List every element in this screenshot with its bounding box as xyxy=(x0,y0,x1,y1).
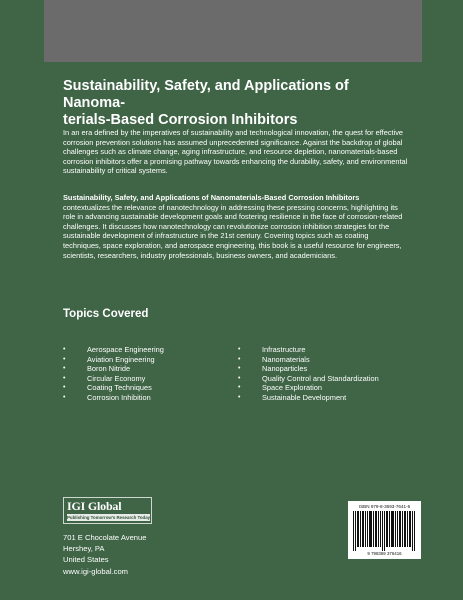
topic-item xyxy=(238,345,408,355)
address-line: United States xyxy=(63,555,109,565)
topics-list-right xyxy=(238,345,408,402)
bullet-icon: • xyxy=(238,346,241,353)
description-paragraph-2 xyxy=(63,193,408,260)
topic-item xyxy=(238,364,408,374)
topic-item xyxy=(238,355,408,365)
topic-label: Quality Control and Standardization xyxy=(262,373,379,383)
website-link[interactable]: www.igi-global.com xyxy=(63,566,128,576)
topics-list-left xyxy=(63,345,228,402)
bullet-icon: • xyxy=(63,355,66,363)
topic-item xyxy=(238,383,408,393)
bullet-icon: • xyxy=(63,365,66,372)
topic-label: Nanoparticles xyxy=(262,364,308,373)
topic-item xyxy=(238,374,408,384)
isbn-barcode xyxy=(348,501,421,559)
topic-item xyxy=(63,374,228,384)
address-line: 701 E Chocolate Avenue xyxy=(63,533,147,542)
topic-item xyxy=(238,393,408,403)
bullet-icon: • xyxy=(238,393,241,401)
publisher-logo xyxy=(63,497,152,524)
barcode-number: 9 798369 376416 xyxy=(367,551,402,556)
bullet-icon: • xyxy=(63,384,66,391)
topics-heading: Topics Covered xyxy=(63,308,149,320)
bullet-icon: • xyxy=(63,346,66,353)
topic-label: Space Exploration xyxy=(262,383,322,392)
topic-label: Nanomaterials xyxy=(262,354,310,364)
top-cover-band xyxy=(44,0,422,62)
logo-tagline: Publishing Tomorrow's Research Today xyxy=(67,515,150,520)
title-line-2: terials-Based Corrosion Inhibitors xyxy=(63,112,298,128)
paragraph-bold-title: Sustainability, Safety, and Applications of Nanomaterials-Based Corrosion Inhibitors xyxy=(63,193,360,202)
bullet-icon: • xyxy=(238,365,241,372)
topic-label: Aviation Engineering xyxy=(87,354,155,364)
paragraph-body: contextualizes the relevance of nanotechnology in addressing these pressing concerns, highlighting its role in advancing sustainable development goals and fostering resilience in the face of corrosion-related challenges. It discusses how nanotechnology can revolutionize corrosion inhibition strategies for the sustainable development of infrastructure in the 21st century. Covering topics such as coating techniques, space exploration, and aerospace engineering, this book is a useful resource for engineers, scientists, researchers, industry professionals, business owners, and academicians. xyxy=(63,202,403,260)
publisher-address xyxy=(63,532,146,577)
topic-item xyxy=(63,364,228,374)
topic-item xyxy=(63,345,228,355)
topic-item xyxy=(63,383,228,393)
bullet-icon: • xyxy=(63,393,66,401)
book-title xyxy=(63,78,408,129)
logo-text: IGI Global xyxy=(67,499,122,513)
bullet-icon: • xyxy=(238,384,241,391)
topic-item xyxy=(63,393,228,403)
topic-label: Sustainable Development xyxy=(262,392,347,402)
bullet-icon: • xyxy=(63,374,66,382)
bullet-icon: • xyxy=(238,355,241,363)
topic-label: Circular Economy xyxy=(87,373,146,383)
bullet-icon: • xyxy=(238,374,241,382)
description-paragraph-1: In an era defined by the imperatives of sustainability and technological innovation, the quest for effective corrosion prevention solutions has assumed unprecedented significance. Against the backdrop of global challenges such as climate change, aging infrastructure, and resource depletion, nanomaterials-based corrosion inhibitors offer a promising pathway towards enhancing the durability, safety, and environmental sustainability of critical systems. xyxy=(63,128,408,176)
topic-label: Infrastructure xyxy=(262,345,306,354)
topic-label: Coating Techniques xyxy=(87,383,152,392)
address-line: Hershey, PA xyxy=(63,544,105,554)
topic-label: Corrosion Inhibition xyxy=(87,392,151,402)
topic-item xyxy=(63,355,228,365)
title-line-1: Sustainability, Safety, and Applications of Nanoma- xyxy=(63,78,349,111)
topic-label: Boron Nitride xyxy=(87,364,131,373)
barcode-bars-icon xyxy=(353,511,416,551)
topic-label: Aerospace Engineering xyxy=(87,345,164,354)
isbn-text: ISBN 979-8-3693-7641-6 xyxy=(358,504,411,509)
